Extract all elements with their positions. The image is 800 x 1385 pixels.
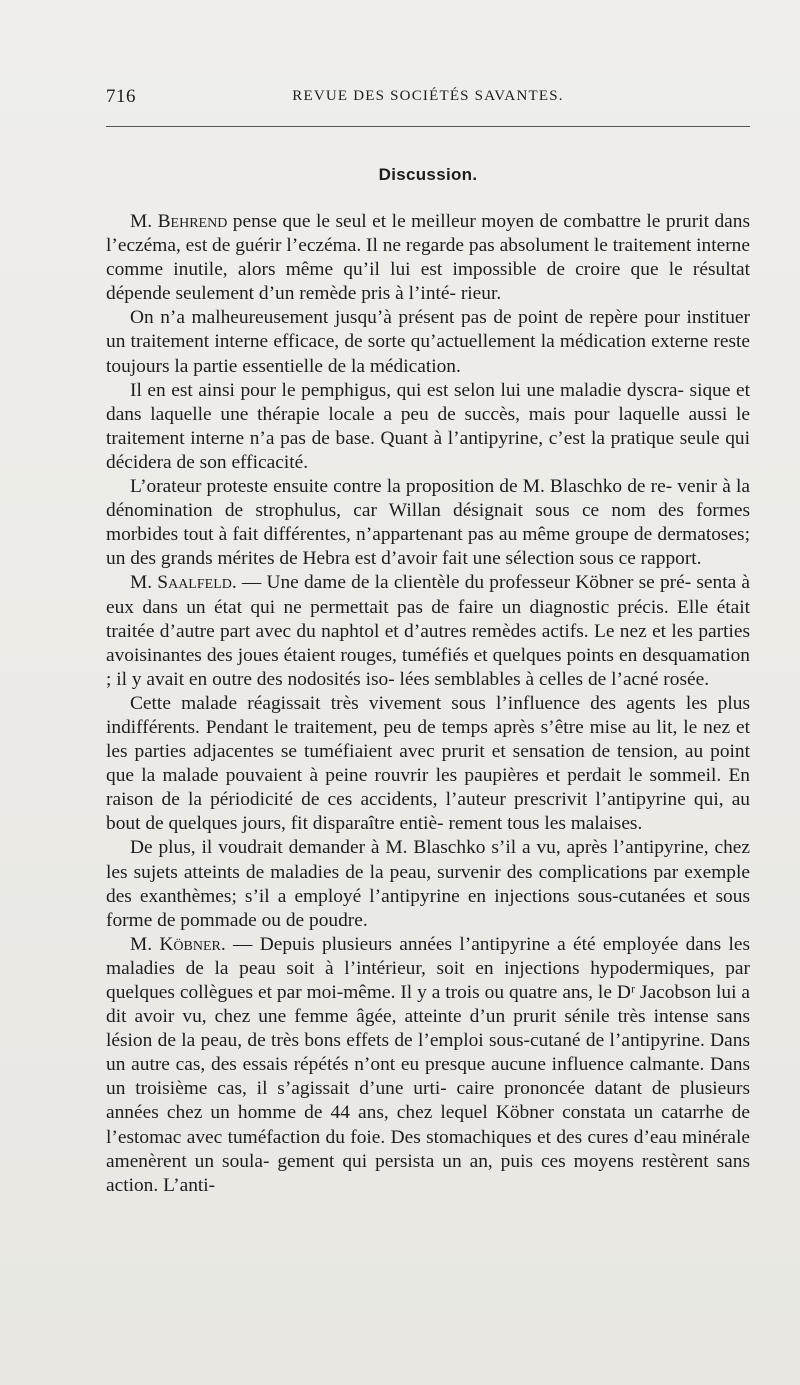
- speaker-prefix: M.: [130, 211, 158, 232]
- paragraph-text: . — Depuis plusieurs années l’antipyrine a été employée dans les maladies de la peau soit à l’intérieur, soit en injections hypodermiques, par quelques collègues et par moi-même. Il y a trois ou quatre ans, le Dʳ Jacobson lui a dit avoir vu, chez une femme âgée, atteinte d’un prurit sénile très intense sans lésion de la peau, de très bons effets de l’emploi sous-cutané de l’antipyrine. Dans un autre cas, des essais répétés n’ont eu presque aucune influence calmante. Dans un troisième cas, il s’agissait d’une urti- caire prononcée datant de plusieurs années chez un homme de 44 ans, chez lequel Köbner constata un catarrhe de l’estomac avec tuméfaction du foie. Des stomachiques et des cures d’eau minérale amenèrent un soula- gement qui persista un an, puis ces moyens restèrent sans action. L’anti-: [106, 933, 751, 1196]
- speaker-name: Köbner: [159, 933, 221, 955]
- paragraph: [106, 933, 750, 1198]
- header-rule: [106, 126, 750, 127]
- running-title: REVUE DES SOCIÉTÉS SAVANTES.: [292, 88, 564, 104]
- paragraph-text: pense que le seul et le meilleur moyen de combattre le prurit dans l’eczéma, est de guérir l’eczéma. Il ne regarde pas absolument le traitement interne comme inutile, alors même qu’il lui est impossible de croire que le résultat dépende seulement d’un remède pris à l’inté- rieur.: [106, 211, 750, 305]
- paragraph-text: On n’a malheureusement jusqu’à présent pas de point de repère pour instituer un traitement interne efficace, de sorte qu’actuellement la médication externe reste toujours la partie essentielle de la médication.: [106, 307, 750, 377]
- paragraph: [106, 692, 750, 837]
- speaker-name: Behrend: [157, 211, 228, 232]
- paragraph: [106, 475, 750, 571]
- paragraph-text: De plus, il voudrait demander à M. Blaschko s’il a vu, après l’antipyrine, chez les sujets atteints de maladies de la peau, survenir des complications par exemple des exanthèmes; s’il a employé l’antipyrine en injections sous-cutanées et sous forme de pommade ou de poudre.: [106, 837, 750, 931]
- speaker-prefix: M.: [130, 933, 160, 955]
- paragraph-text: Cette malade réagissait très vivement sous l’influence des agents les plus indifférents. Pendant le traitement, peu de temps après s’être mise au lit, le nez et les parties adjacentes se tuméfiaient avec prurit et sensation de tension, au point que la malade pouvaient à peine rouvrir les paupières et perdait le sommeil. En raison de la périodicité de ces accidents, l’auteur prescrivit l’antipyrine qui, au bout de quelques jours, fit disparaître entiè- rement tous les malaises.: [106, 692, 750, 835]
- paragraph-text: . — Une dame de la clientèle du professeur Köbner se pré- senta à eux dans un état qui ne permettait pas de faire un diagnostic précis. Elle était traitée d’autre part avec du naphtol et d’autres remèdes actifs. Le nez et les parties avoisinantes des joues étaient rouges, tuméfiés et quelques points en desquamation ; il y avait en outre des nodosités iso- lées semblables à celles de l’acné rosée.: [106, 572, 751, 690]
- speaker-prefix: M.: [130, 572, 158, 594]
- body-text: [106, 210, 750, 1198]
- paragraph: [106, 836, 750, 932]
- speaker-name: Saalfeld: [157, 572, 232, 594]
- section-title: Discussion.: [378, 165, 478, 184]
- paragraph: [106, 571, 750, 691]
- page-number: 716: [106, 86, 136, 107]
- paragraph: [106, 379, 750, 475]
- paragraph-text: Il en est ainsi pour le pemphigus, qui est selon lui une maladie dyscra- sique et dans laquelle une thérapie locale a peu de succès, mais pour laquelle aussi le traitement interne n’a pas de base. Quant à l’antipyrine, c’est la pratique seule qui décidera de son efficacité.: [106, 379, 750, 473]
- page-header: [106, 86, 750, 112]
- paragraph: [106, 210, 750, 306]
- paragraph-text: L’orateur proteste ensuite contre la proposition de M. Blaschko de re- venir à la dénomination de strophulus, car Willan désignait sous ce nom des formes morbides tout à fait différentes, n’appartenant pas au même groupe de dermatoses; un des grands mérites de Hebra est d’avoir fait une sélection sous ce rapport.: [106, 476, 750, 570]
- paragraph: [106, 306, 750, 378]
